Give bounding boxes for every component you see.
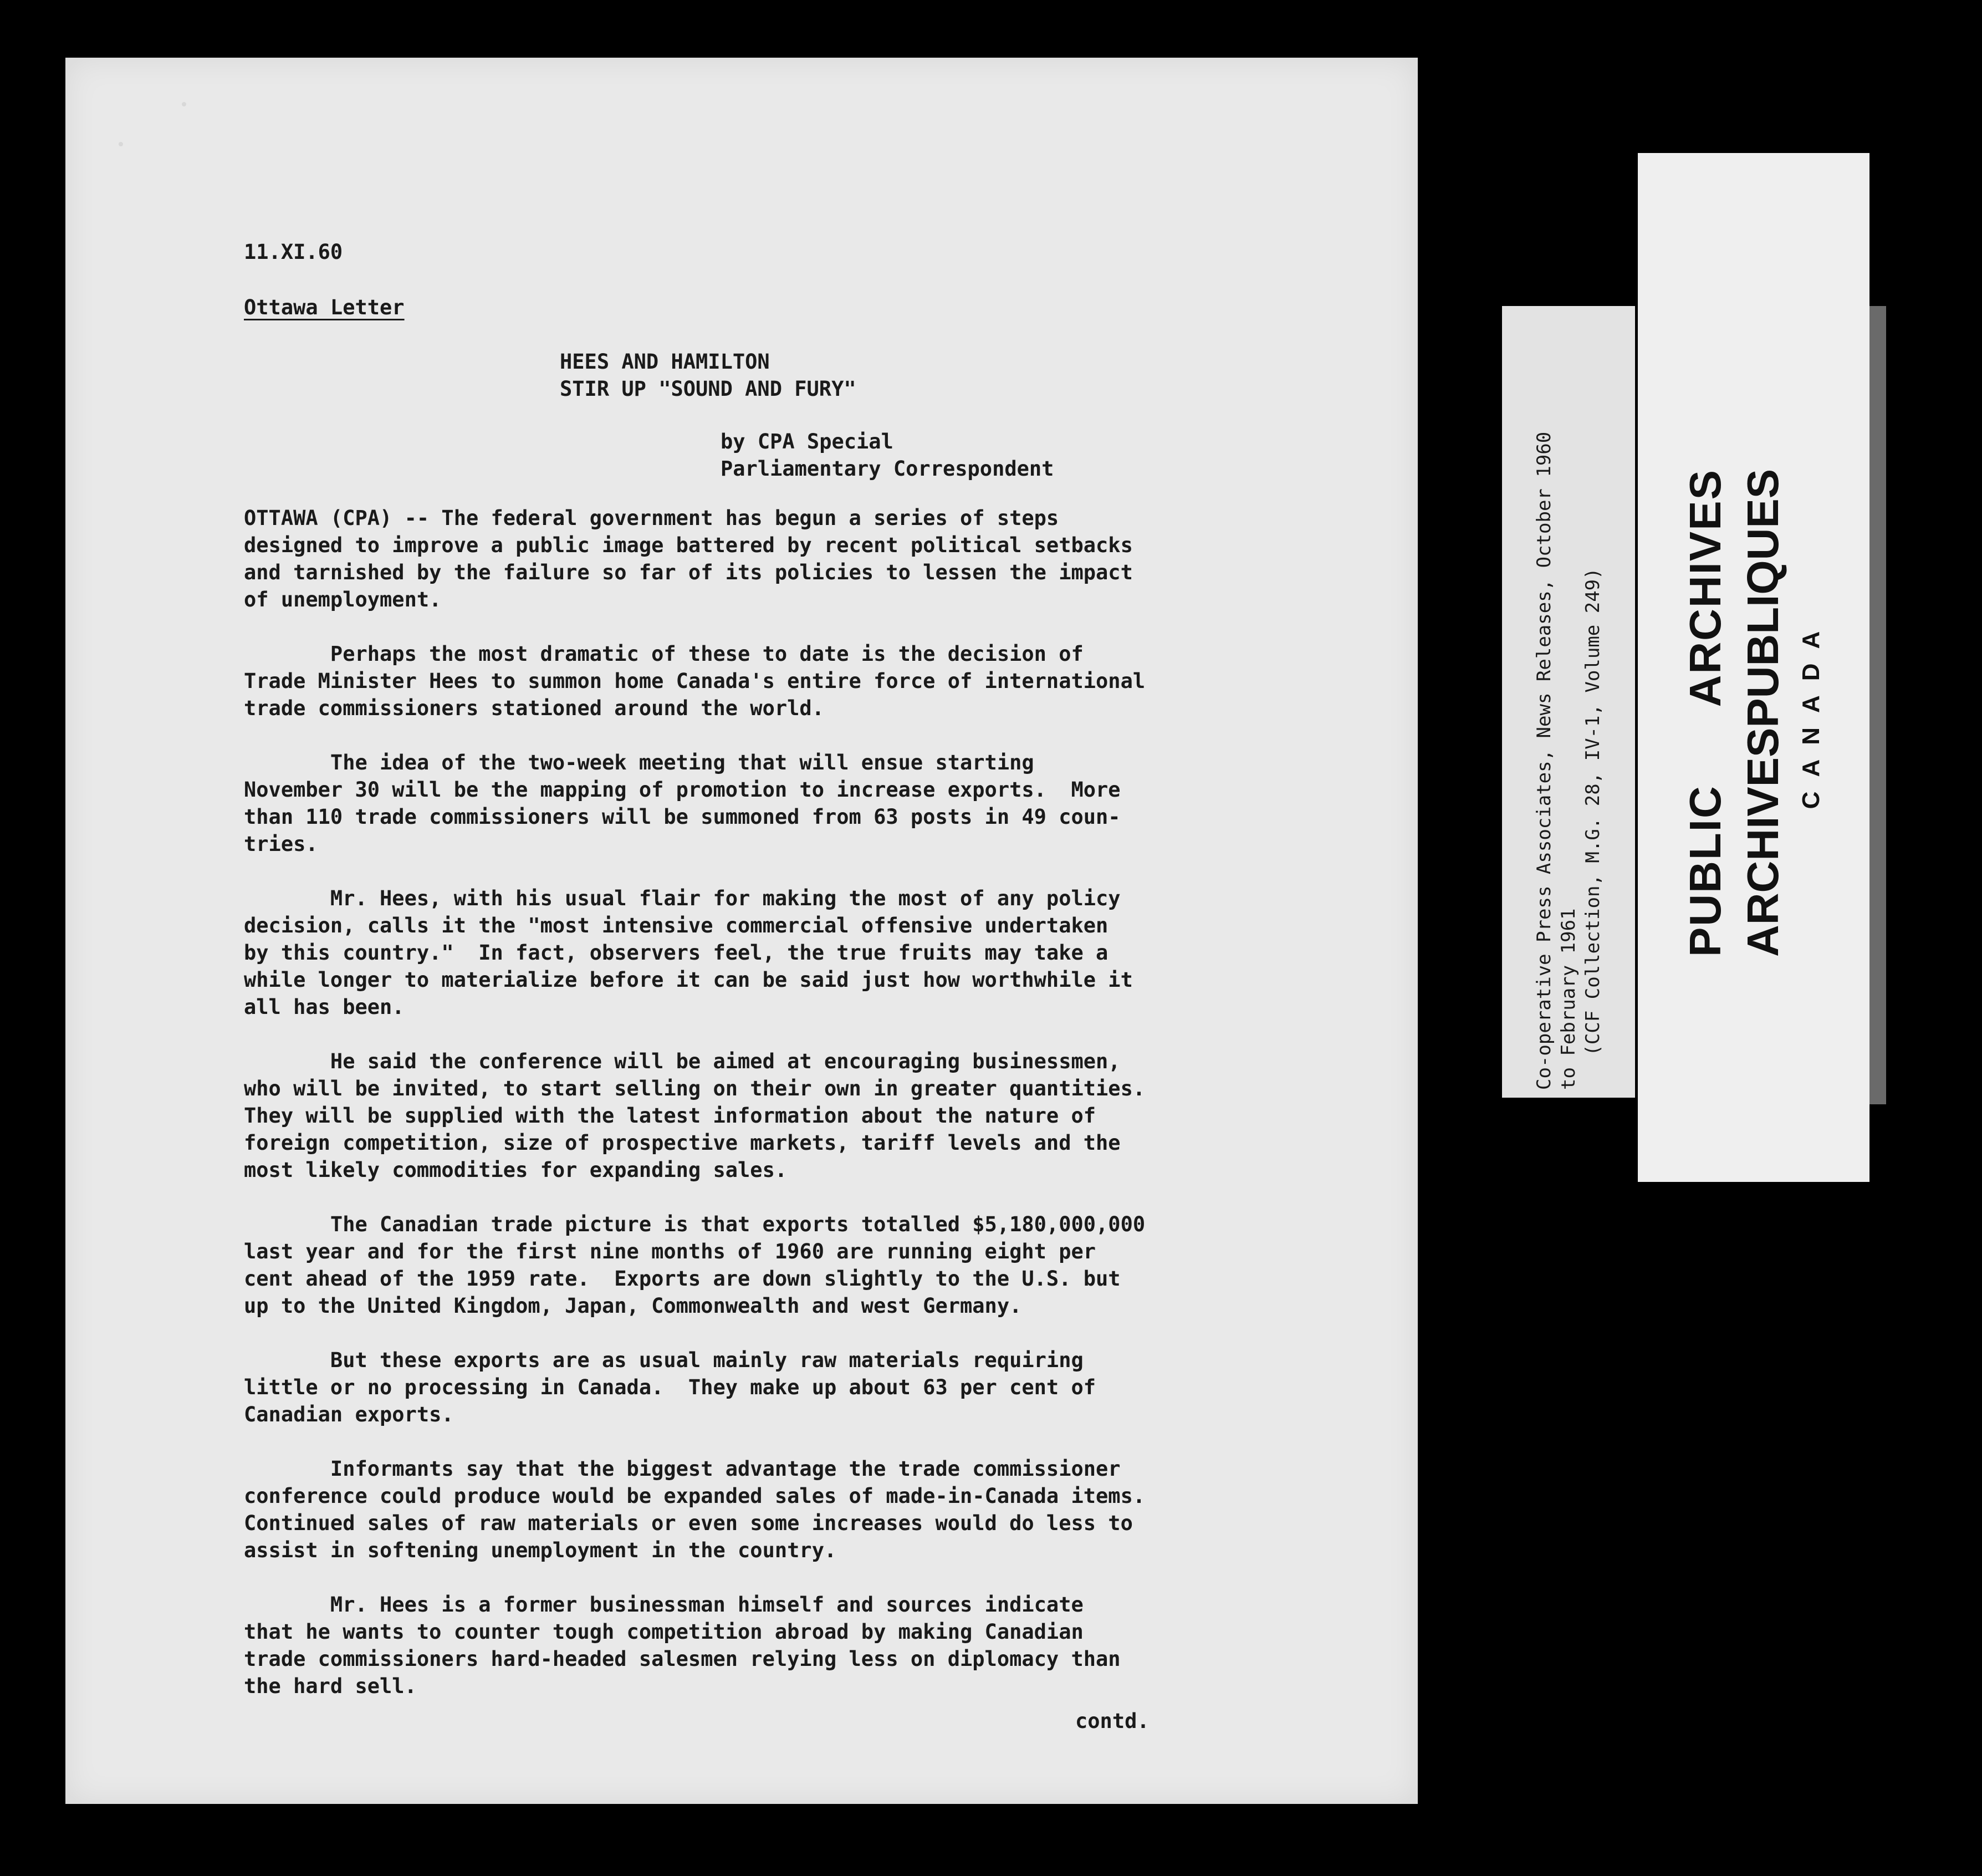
stamp-card-edge <box>1869 306 1886 1104</box>
paper-speck <box>182 102 186 106</box>
stamp-word-publiques: PUBLIQUES <box>1738 468 1787 728</box>
stamp-word-archives: ARCHIVES <box>1680 469 1730 707</box>
stamp-text <box>1677 436 1831 990</box>
stamp-line-english <box>1677 469 1734 957</box>
document-date: 11.XI.60 <box>244 240 343 264</box>
byline: by CPA Special Parliamentary Correspondent <box>721 430 1054 481</box>
stamp-line-french <box>1734 469 1792 957</box>
public-archives-stamp <box>1638 153 1869 1182</box>
paper-speck <box>119 142 123 146</box>
stamp-word-public: PUBLIC <box>1680 785 1730 957</box>
archive-label-card <box>1502 306 1635 1098</box>
stamp-word-archives-fr: ARCHIVES <box>1738 727 1787 957</box>
archive-label-text: Co-operative Press Associates, News Releases, October 1960 to February 1961 (CCF Collection, M.G. 28, IV-1, Volume 249) <box>1533 431 1604 1090</box>
headline: HEES AND HAMILTON STIR UP "SOUND AND FURY" <box>560 350 856 401</box>
stamp-country: CANADA <box>1797 616 1825 809</box>
letter-label: Ottawa Letter <box>244 295 405 319</box>
article-body: OTTAWA (CPA) -- The federal government has begun a series of steps designed to improve a public image battered by recent political setbacks and tarnished by the failure so far of its policies to lessen the impact of unemployment. Perhaps the most dramatic of these to date is the decision of Trade Minister Hees to summon home Canada's entire force of international trade commissioners stationed around the world. The idea of the two-week meeting that will ensue starting November 30 will be the mapping of promotion to increase exports. More than 110 trade commissioners will be summoned from 63 posts in 49 coun- tries. Mr. Hees, with his usual flair for making the most of any policy decision, calls it the "most intensive commercial offensive undertaken by this country." In fact, observers feel, the true fruits may take a while longer to materialize before it can be said just how worthwhile it all has been. He said the conference will be aimed at encouraging businessmen, who will be invited, to start selling on their own in greater quantities. They will be supplied with the latest information about the nature of foreign competition, size of prospective markets, tariff levels and the most likely commodities for expanding sales. The Canadian trade picture is that exports totalled $5,180,000,000 last year and for the first nine months of 1960 are running eight per cent ahead of the 1959 rate. Exports are down slightly to the U.S. but up to the United Kingdom, Japan, Commonwealth and west Germany. But these exports are as usual mainly raw materials requiring little or no processing in Canada. They make up about 63 per cent of Canadian exports. Informants say that the biggest advantage the trade commissioner conference could produce would be expanded sales of made-in-Canada items. Continued sales of raw materials or even some increases would do less to assist in softening unemployment in the country. Mr. Hees is a former businessman himself and sources indicate that he wants to counter tough competition abroad by making Canadian trade commissioners hard-headed salesmen relying less on diplomacy than the hard sell. <box>244 506 1146 1698</box>
continued-marker: contd. <box>1075 1709 1150 1733</box>
